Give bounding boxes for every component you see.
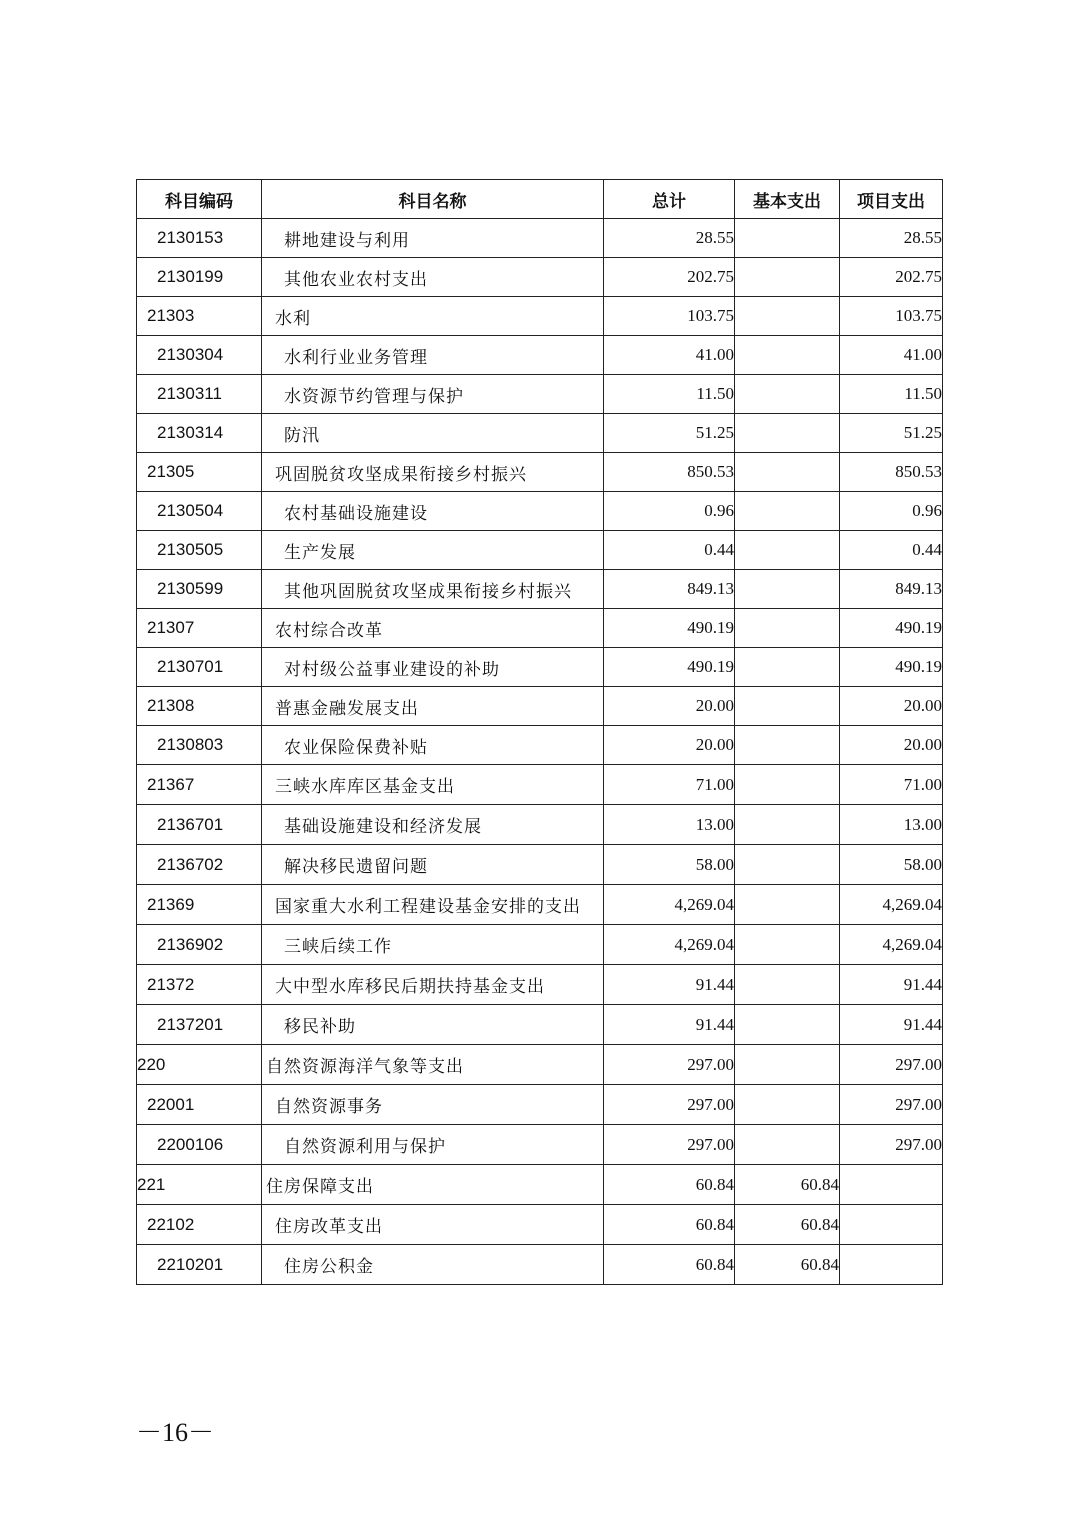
row-project: 11.50	[840, 375, 943, 414]
row-name: 基础设施建设和经济发展	[262, 805, 604, 845]
row-project	[840, 1245, 943, 1285]
table-row	[137, 1125, 943, 1165]
row-code: 2200106	[137, 1125, 262, 1165]
row-total: 60.84	[604, 1165, 735, 1205]
row-basic	[735, 885, 840, 925]
row-name: 农村综合改革	[262, 609, 604, 648]
row-basic: 60.84	[735, 1245, 840, 1285]
row-basic	[735, 336, 840, 375]
row-basic	[735, 925, 840, 965]
table-row	[137, 570, 943, 609]
header-code: 科目编码	[137, 180, 262, 219]
table-row	[137, 609, 943, 648]
row-total: 11.50	[604, 375, 735, 414]
row-basic	[735, 726, 840, 765]
table-row	[137, 531, 943, 570]
row-code: 21303	[137, 297, 262, 336]
row-code: 21367	[137, 765, 262, 805]
table-row	[137, 492, 943, 531]
row-total: 20.00	[604, 687, 735, 726]
row-code: 22001	[137, 1085, 262, 1125]
row-total: 41.00	[604, 336, 735, 375]
row-name: 三峡后续工作	[262, 925, 604, 965]
row-code: 2210201	[137, 1245, 262, 1285]
row-total: 103.75	[604, 297, 735, 336]
row-code: 2136902	[137, 925, 262, 965]
row-project: 13.00	[840, 805, 943, 845]
row-code: 21305	[137, 453, 262, 492]
row-code: 2130599	[137, 570, 262, 609]
row-total: 60.84	[604, 1245, 735, 1285]
table-row	[137, 375, 943, 414]
row-total: 490.19	[604, 648, 735, 687]
row-name: 其他巩固脱贫攻坚成果衔接乡村振兴	[262, 570, 604, 609]
row-basic	[735, 1005, 840, 1045]
row-name: 普惠金融发展支出	[262, 687, 604, 726]
row-basic	[735, 805, 840, 845]
row-name: 国家重大水利工程建设基金安排的支出	[262, 885, 604, 925]
row-project: 71.00	[840, 765, 943, 805]
header-project: 项目支出	[840, 180, 943, 219]
row-total: 60.84	[604, 1205, 735, 1245]
row-name: 大中型水库移民后期扶持基金支出	[262, 965, 604, 1005]
row-total: 4,269.04	[604, 885, 735, 925]
row-project: 849.13	[840, 570, 943, 609]
row-code: 2130153	[137, 219, 262, 258]
row-name: 自然资源利用与保护	[262, 1125, 604, 1165]
table-row	[137, 219, 943, 258]
row-code: 2130314	[137, 414, 262, 453]
row-name: 巩固脱贫攻坚成果衔接乡村振兴	[262, 453, 604, 492]
table-row	[137, 687, 943, 726]
row-code: 220	[137, 1045, 262, 1085]
row-basic	[735, 414, 840, 453]
row-code: 2136701	[137, 805, 262, 845]
row-basic	[735, 1125, 840, 1165]
row-name: 耕地建设与利用	[262, 219, 604, 258]
row-basic	[735, 492, 840, 531]
row-total: 297.00	[604, 1125, 735, 1165]
table-row	[137, 885, 943, 925]
row-project: 58.00	[840, 845, 943, 885]
row-total: 20.00	[604, 726, 735, 765]
row-name: 移民补助	[262, 1005, 604, 1045]
table-header-row	[137, 180, 943, 219]
row-basic	[735, 219, 840, 258]
row-basic	[735, 297, 840, 336]
row-code: 2137201	[137, 1005, 262, 1045]
row-code: 21369	[137, 885, 262, 925]
row-code: 2136702	[137, 845, 262, 885]
row-name: 自然资源海洋气象等支出	[262, 1045, 604, 1085]
table-row	[137, 648, 943, 687]
row-project: 91.44	[840, 1005, 943, 1045]
table-row	[137, 765, 943, 805]
row-project: 4,269.04	[840, 885, 943, 925]
row-total: 490.19	[604, 609, 735, 648]
row-project: 0.96	[840, 492, 943, 531]
row-total: 202.75	[604, 258, 735, 297]
row-basic	[735, 375, 840, 414]
row-name: 住房改革支出	[262, 1205, 604, 1245]
row-project: 4,269.04	[840, 925, 943, 965]
table-row	[137, 845, 943, 885]
row-total: 0.44	[604, 531, 735, 570]
row-code: 2130504	[137, 492, 262, 531]
row-basic	[735, 1045, 840, 1085]
row-name: 水利	[262, 297, 604, 336]
table-row	[137, 297, 943, 336]
row-total: 28.55	[604, 219, 735, 258]
row-project: 297.00	[840, 1085, 943, 1125]
row-basic	[735, 1085, 840, 1125]
table-row	[137, 925, 943, 965]
row-basic	[735, 765, 840, 805]
row-basic	[735, 648, 840, 687]
budget-table	[136, 179, 943, 1285]
row-code: 21308	[137, 687, 262, 726]
row-code: 22102	[137, 1205, 262, 1245]
row-total: 4,269.04	[604, 925, 735, 965]
row-basic	[735, 845, 840, 885]
table-row	[137, 1085, 943, 1125]
row-code: 21372	[137, 965, 262, 1005]
row-project: 490.19	[840, 648, 943, 687]
table-row	[137, 726, 943, 765]
header-total: 总计	[604, 180, 735, 219]
row-total: 91.44	[604, 965, 735, 1005]
row-name: 解决移民遗留问题	[262, 845, 604, 885]
row-code: 21307	[137, 609, 262, 648]
row-total: 850.53	[604, 453, 735, 492]
table-row	[137, 258, 943, 297]
row-name: 其他农业农村支出	[262, 258, 604, 297]
row-name: 农村基础设施建设	[262, 492, 604, 531]
row-name: 住房保障支出	[262, 1165, 604, 1205]
row-project: 20.00	[840, 687, 943, 726]
table-row	[137, 1245, 943, 1285]
row-total: 297.00	[604, 1045, 735, 1085]
row-total: 0.96	[604, 492, 735, 531]
row-name: 住房公积金	[262, 1245, 604, 1285]
row-basic: 60.84	[735, 1165, 840, 1205]
page-number: －16－	[136, 1418, 215, 1447]
row-code: 221	[137, 1165, 262, 1205]
row-code: 2130803	[137, 726, 262, 765]
header-basic: 基本支出	[735, 180, 840, 219]
row-project: 51.25	[840, 414, 943, 453]
row-basic	[735, 531, 840, 570]
row-project	[840, 1205, 943, 1245]
row-project: 20.00	[840, 726, 943, 765]
row-name: 防汛	[262, 414, 604, 453]
row-basic	[735, 453, 840, 492]
table-row	[137, 336, 943, 375]
row-project: 103.75	[840, 297, 943, 336]
row-total: 51.25	[604, 414, 735, 453]
table-row	[137, 1205, 943, 1245]
row-project: 850.53	[840, 453, 943, 492]
row-basic	[735, 687, 840, 726]
row-name: 对村级公益事业建设的补助	[262, 648, 604, 687]
row-name: 生产发展	[262, 531, 604, 570]
table-row	[137, 965, 943, 1005]
row-basic: 60.84	[735, 1205, 840, 1245]
row-project: 202.75	[840, 258, 943, 297]
row-project: 41.00	[840, 336, 943, 375]
row-code: 2130311	[137, 375, 262, 414]
row-name: 自然资源事务	[262, 1085, 604, 1125]
row-code: 2130701	[137, 648, 262, 687]
row-basic	[735, 965, 840, 1005]
table-row	[137, 414, 943, 453]
table-row	[137, 1165, 943, 1205]
table-row	[137, 1045, 943, 1085]
row-basic	[735, 258, 840, 297]
row-basic	[735, 570, 840, 609]
row-project: 91.44	[840, 965, 943, 1005]
row-total: 297.00	[604, 1085, 735, 1125]
row-code: 2130199	[137, 258, 262, 297]
table-body	[137, 219, 943, 1285]
row-project: 490.19	[840, 609, 943, 648]
row-name: 农业保险保费补贴	[262, 726, 604, 765]
row-project: 297.00	[840, 1045, 943, 1085]
row-project: 28.55	[840, 219, 943, 258]
row-total: 13.00	[604, 805, 735, 845]
table-row	[137, 1005, 943, 1045]
row-project	[840, 1165, 943, 1205]
table-row	[137, 453, 943, 492]
row-project: 297.00	[840, 1125, 943, 1165]
row-name: 水资源节约管理与保护	[262, 375, 604, 414]
header-name: 科目名称	[262, 180, 604, 219]
row-total: 58.00	[604, 845, 735, 885]
row-name: 三峡水库库区基金支出	[262, 765, 604, 805]
row-basic	[735, 609, 840, 648]
row-total: 849.13	[604, 570, 735, 609]
row-total: 71.00	[604, 765, 735, 805]
row-code: 2130304	[137, 336, 262, 375]
row-name: 水利行业业务管理	[262, 336, 604, 375]
row-project: 0.44	[840, 531, 943, 570]
row-code: 2130505	[137, 531, 262, 570]
table-row	[137, 805, 943, 845]
row-total: 91.44	[604, 1005, 735, 1045]
